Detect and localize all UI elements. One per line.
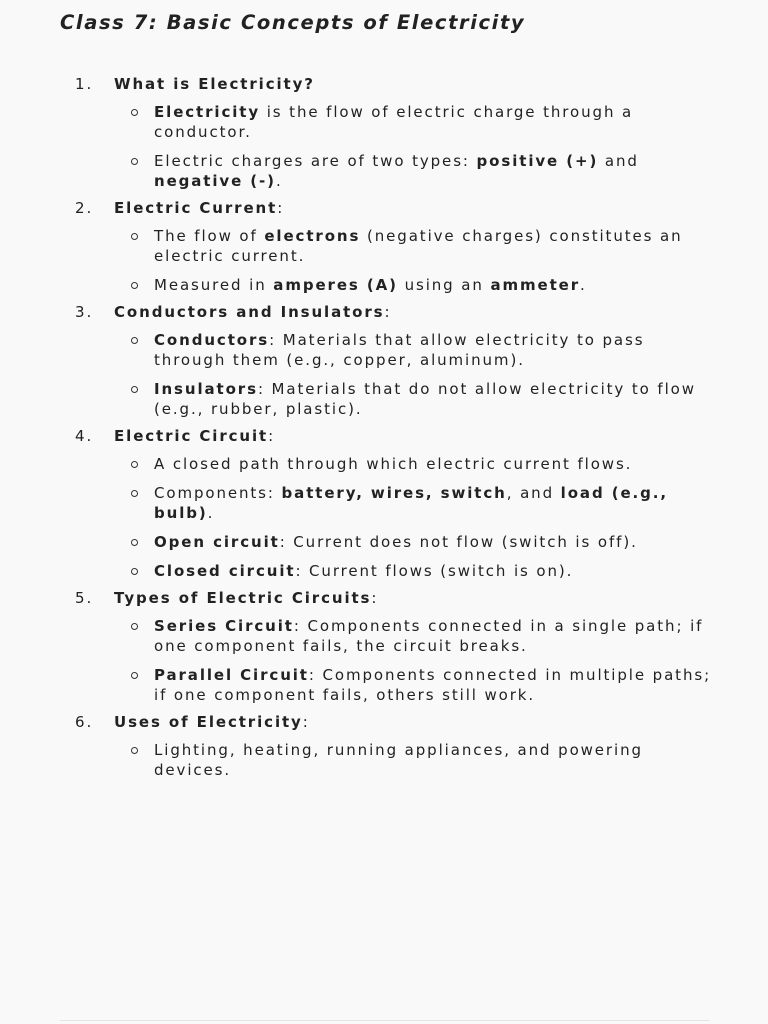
bullet-item [0,616,714,656]
hollow-circle-bullet-icon [131,747,138,754]
bullet-item [0,454,714,474]
bullet-text [154,102,714,142]
bullet-item [0,483,714,523]
page-title: Class 7: Basic Concepts of Electricity [60,11,526,34]
text-run: (negative charges) constitutes an electric current. [154,227,683,265]
bullet-text [154,275,714,295]
bold-term: battery, wires, switch [281,484,507,502]
bullet-text [154,483,714,523]
section-heading-text: Conductors and Insulators [114,303,385,321]
text-run: . [207,504,215,522]
hollow-circle-bullet-icon [131,233,138,240]
text-run: . [580,276,587,294]
text-run: : Materials that allow electricity to pass through them (e.g., copper, aluminum). [154,331,645,369]
section-heading-row [0,711,768,733]
bullet-text [154,454,714,474]
bold-term: ammeter [490,276,581,294]
hollow-circle-bullet-icon [131,623,138,630]
bullet-list [0,616,768,705]
section-number: 2. [75,199,94,217]
section-heading-text: What is Electricity? [114,75,315,93]
section-heading-suffix: : [302,713,310,731]
section-heading [114,197,284,219]
bold-term: Insulators [154,380,258,398]
text-run: , and [506,484,561,502]
bullet-item [0,226,714,266]
section-heading-row [0,197,768,219]
section-heading-text: Uses of Electricity [114,713,303,731]
section-number: 3. [75,303,94,321]
bold-term: electrons [264,227,361,245]
bullet-text [154,740,714,780]
bullet-item [0,275,714,295]
hollow-circle-bullet-icon [131,672,138,679]
section-heading [114,587,378,609]
text-run: : Components connected in a single path; if one component fails, the circuit breaks. [154,617,704,655]
text-run: : Components connected in multiple paths; if one component fails, others still work. [154,666,712,704]
text-run: : Current flows (switch is on). [295,562,574,580]
section-number: 6. [75,713,94,731]
section-number: 1. [75,75,94,93]
bold-term: Parallel Circuit [154,666,309,684]
hollow-circle-bullet-icon [131,461,138,468]
section-heading-suffix: : [371,589,379,607]
hollow-circle-bullet-icon [131,158,138,165]
section-heading-text: Electric Current [114,199,278,217]
section-heading [114,711,310,733]
bullet-list [0,454,768,581]
bold-term: amperes (A) [273,276,398,294]
bullet-list [0,226,768,295]
section-heading-text: Types of Electric Circuits [114,589,372,607]
section-heading-row [0,73,768,95]
bullet-item [0,532,714,552]
section-heading [114,425,275,447]
hollow-circle-bullet-icon [131,282,138,289]
section-item [0,587,768,705]
section-heading [114,73,315,95]
bullet-text [154,561,714,581]
bullet-text [154,616,714,656]
section-list [0,73,768,786]
text-run: : Materials that do not allow electricity to flow (e.g., rubber, plastic). [154,380,696,418]
bullet-item [0,330,714,370]
hollow-circle-bullet-icon [131,109,138,116]
section-heading-suffix: : [268,427,276,445]
bold-term: negative (-) [154,172,276,190]
text-run: using an [397,276,491,294]
text-run: and [598,152,639,170]
bullet-item [0,561,714,581]
bullet-text [154,330,714,370]
text-run: . [275,172,283,190]
hollow-circle-bullet-icon [131,568,138,575]
bullet-item [0,665,714,705]
bullet-text [154,379,714,419]
bold-term: Conductors [154,331,270,349]
bullet-item [0,102,714,142]
hollow-circle-bullet-icon [131,337,138,344]
section-heading-suffix: : [277,199,285,217]
section-item [0,197,768,295]
text-run: is the flow of electric charge through a conductor. [154,103,634,141]
bold-term: Closed circuit [154,562,296,580]
bullet-item [0,379,714,419]
section-heading-row [0,587,768,609]
section-heading [114,301,391,323]
text-run: Components: [154,484,282,502]
section-item [0,711,768,780]
section-item [0,301,768,419]
section-item [0,425,768,581]
hollow-circle-bullet-icon [131,539,138,546]
text-run: Lighting, heating, running appliances, and powering devices. [154,741,643,779]
text-run: Measured in [154,276,274,294]
bold-term: Electricity [154,103,261,121]
section-number: 5. [75,589,94,607]
bullet-item [0,151,714,191]
bold-term: load (e.g., bulb) [154,484,668,522]
bold-term: Series Circuit [154,617,294,635]
bullet-item [0,740,714,780]
bullet-text [154,532,714,552]
bullet-list [0,330,768,419]
text-run: A closed path through which electric current flows. [154,455,633,473]
bullet-list [0,102,768,191]
section-number: 4. [75,427,94,445]
section-heading-text: Electric Circuit [114,427,269,445]
text-run: The flow of [154,227,265,245]
bullet-list [0,740,768,780]
section-heading-row [0,301,768,323]
text-run: : Current does not flow (switch is off). [279,533,638,551]
hollow-circle-bullet-icon [131,490,138,497]
bottom-divider [60,1020,710,1021]
section-heading-row [0,425,768,447]
bullet-text [154,151,714,191]
section-heading-suffix: : [384,303,392,321]
bullet-text [154,226,714,266]
bold-term: Open circuit [154,533,280,551]
section-item [0,73,768,191]
text-run: Electric charges are of two types: [154,152,477,170]
hollow-circle-bullet-icon [131,386,138,393]
bullet-text [154,665,714,705]
bold-term: positive (+) [476,152,599,170]
